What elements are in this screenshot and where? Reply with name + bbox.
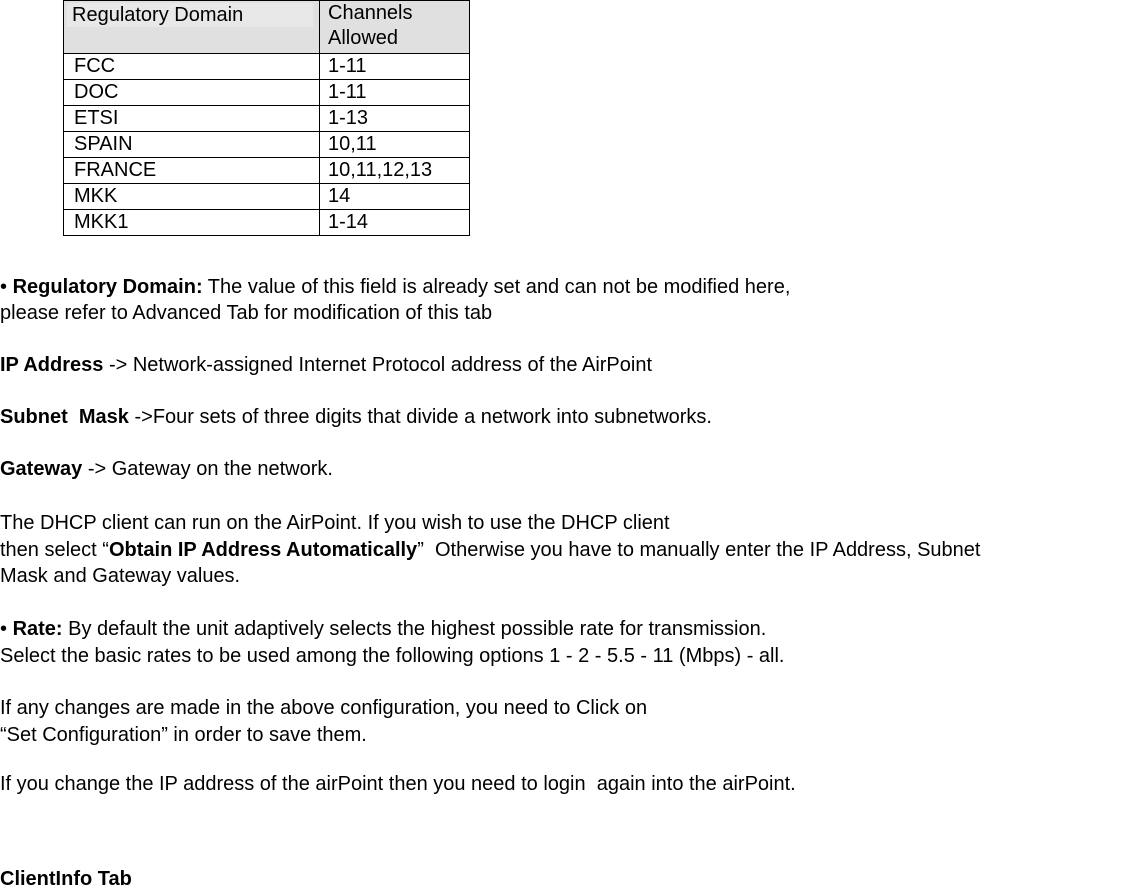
domain-cell: SPAIN [64,132,320,158]
channels-cell: 1-13 [320,106,470,132]
domain-cell: MKK [64,184,320,210]
regulatory-domain-text: The value of this field is already set and can not be modified here, [202,276,791,298]
changes-line-1: If any changes are made in the above configuration, you need to Click on [0,697,648,719]
channels-cell: 10,11 [320,132,470,158]
channels-cell: 10,11,12,13 [320,158,470,184]
channels-cell: 1-14 [320,210,470,236]
client-info-tab-heading: ClientInfo Tab [0,868,132,890]
domain-cell: FCC [64,54,320,80]
dhcp-line-2-pre: then select “ [0,539,109,561]
rate-text: By default the unit adaptively selects the highest possible rate for transmission. [62,618,767,640]
domain-cell: DOC [64,80,320,106]
table-row [64,132,470,158]
regulatory-domain-line-1 [0,274,790,300]
table-row [64,210,470,236]
channels-cell: 1-11 [320,54,470,80]
header-channels-allowed: Channels Allowed [320,1,470,54]
bullet-icon: • [0,276,8,298]
dhcp-line-3: Mask and Gateway values. [0,565,241,587]
table-row [64,158,470,184]
domain-cell: MKK1 [64,210,320,236]
subnet-mask-text: ->Four sets of three digits that divide a network into subnetworks. [128,406,712,428]
dhcp-line-2-post: ” Otherwise you have to manually enter the IP Address, Subnet [417,539,981,561]
domain-cell: FRANCE [64,158,320,184]
gateway-line [0,456,333,482]
ip-address-text: -> Network-assigned Internet Protocol address of the AirPoint [103,354,653,376]
table-header-row [64,1,470,54]
dhcp-line-2 [0,537,980,563]
table-row [64,54,470,80]
header-regulatory-domain: Regulatory Domain [64,1,320,54]
rate-label: Rate: [12,618,63,640]
dhcp-line-1: The DHCP client can run on the AirPoint. If you wish to use the DHCP client [0,512,670,534]
rate-line-1 [0,616,766,642]
subnet-mask-label: Subnet Mask [0,406,129,428]
ip-address-label: IP Address [0,354,104,376]
bullet-icon: • [0,618,8,640]
table-row [64,80,470,106]
subnet-mask-line [0,404,712,430]
regulatory-domain-line-2: please refer to Advanced Tab for modification of this tab [0,302,493,324]
obtain-ip-automatically-label: Obtain IP Address Automatically [108,539,418,561]
domain-cell: ETSI [64,106,320,132]
channels-cell: 1-11 [320,80,470,106]
ip-address-line [0,352,652,378]
ip-change-note: If you change the IP address of the airPoint then you need to login again into the airPoint. [0,773,796,795]
channels-cell: 14 [320,184,470,210]
rate-line-2: Select the basic rates to be used among the following options 1 - 2 - 5.5 - 11 (Mbps) - all. [0,645,785,667]
table-row [64,184,470,210]
regulatory-domain-label: Regulatory Domain: [12,276,203,298]
changes-line-2: “Set Configuration” in order to save them. [0,724,367,746]
gateway-text: -> Gateway on the network. [82,458,333,480]
gateway-label: Gateway [0,458,83,480]
table-row [64,106,470,132]
regulatory-domain-table [63,0,470,236]
